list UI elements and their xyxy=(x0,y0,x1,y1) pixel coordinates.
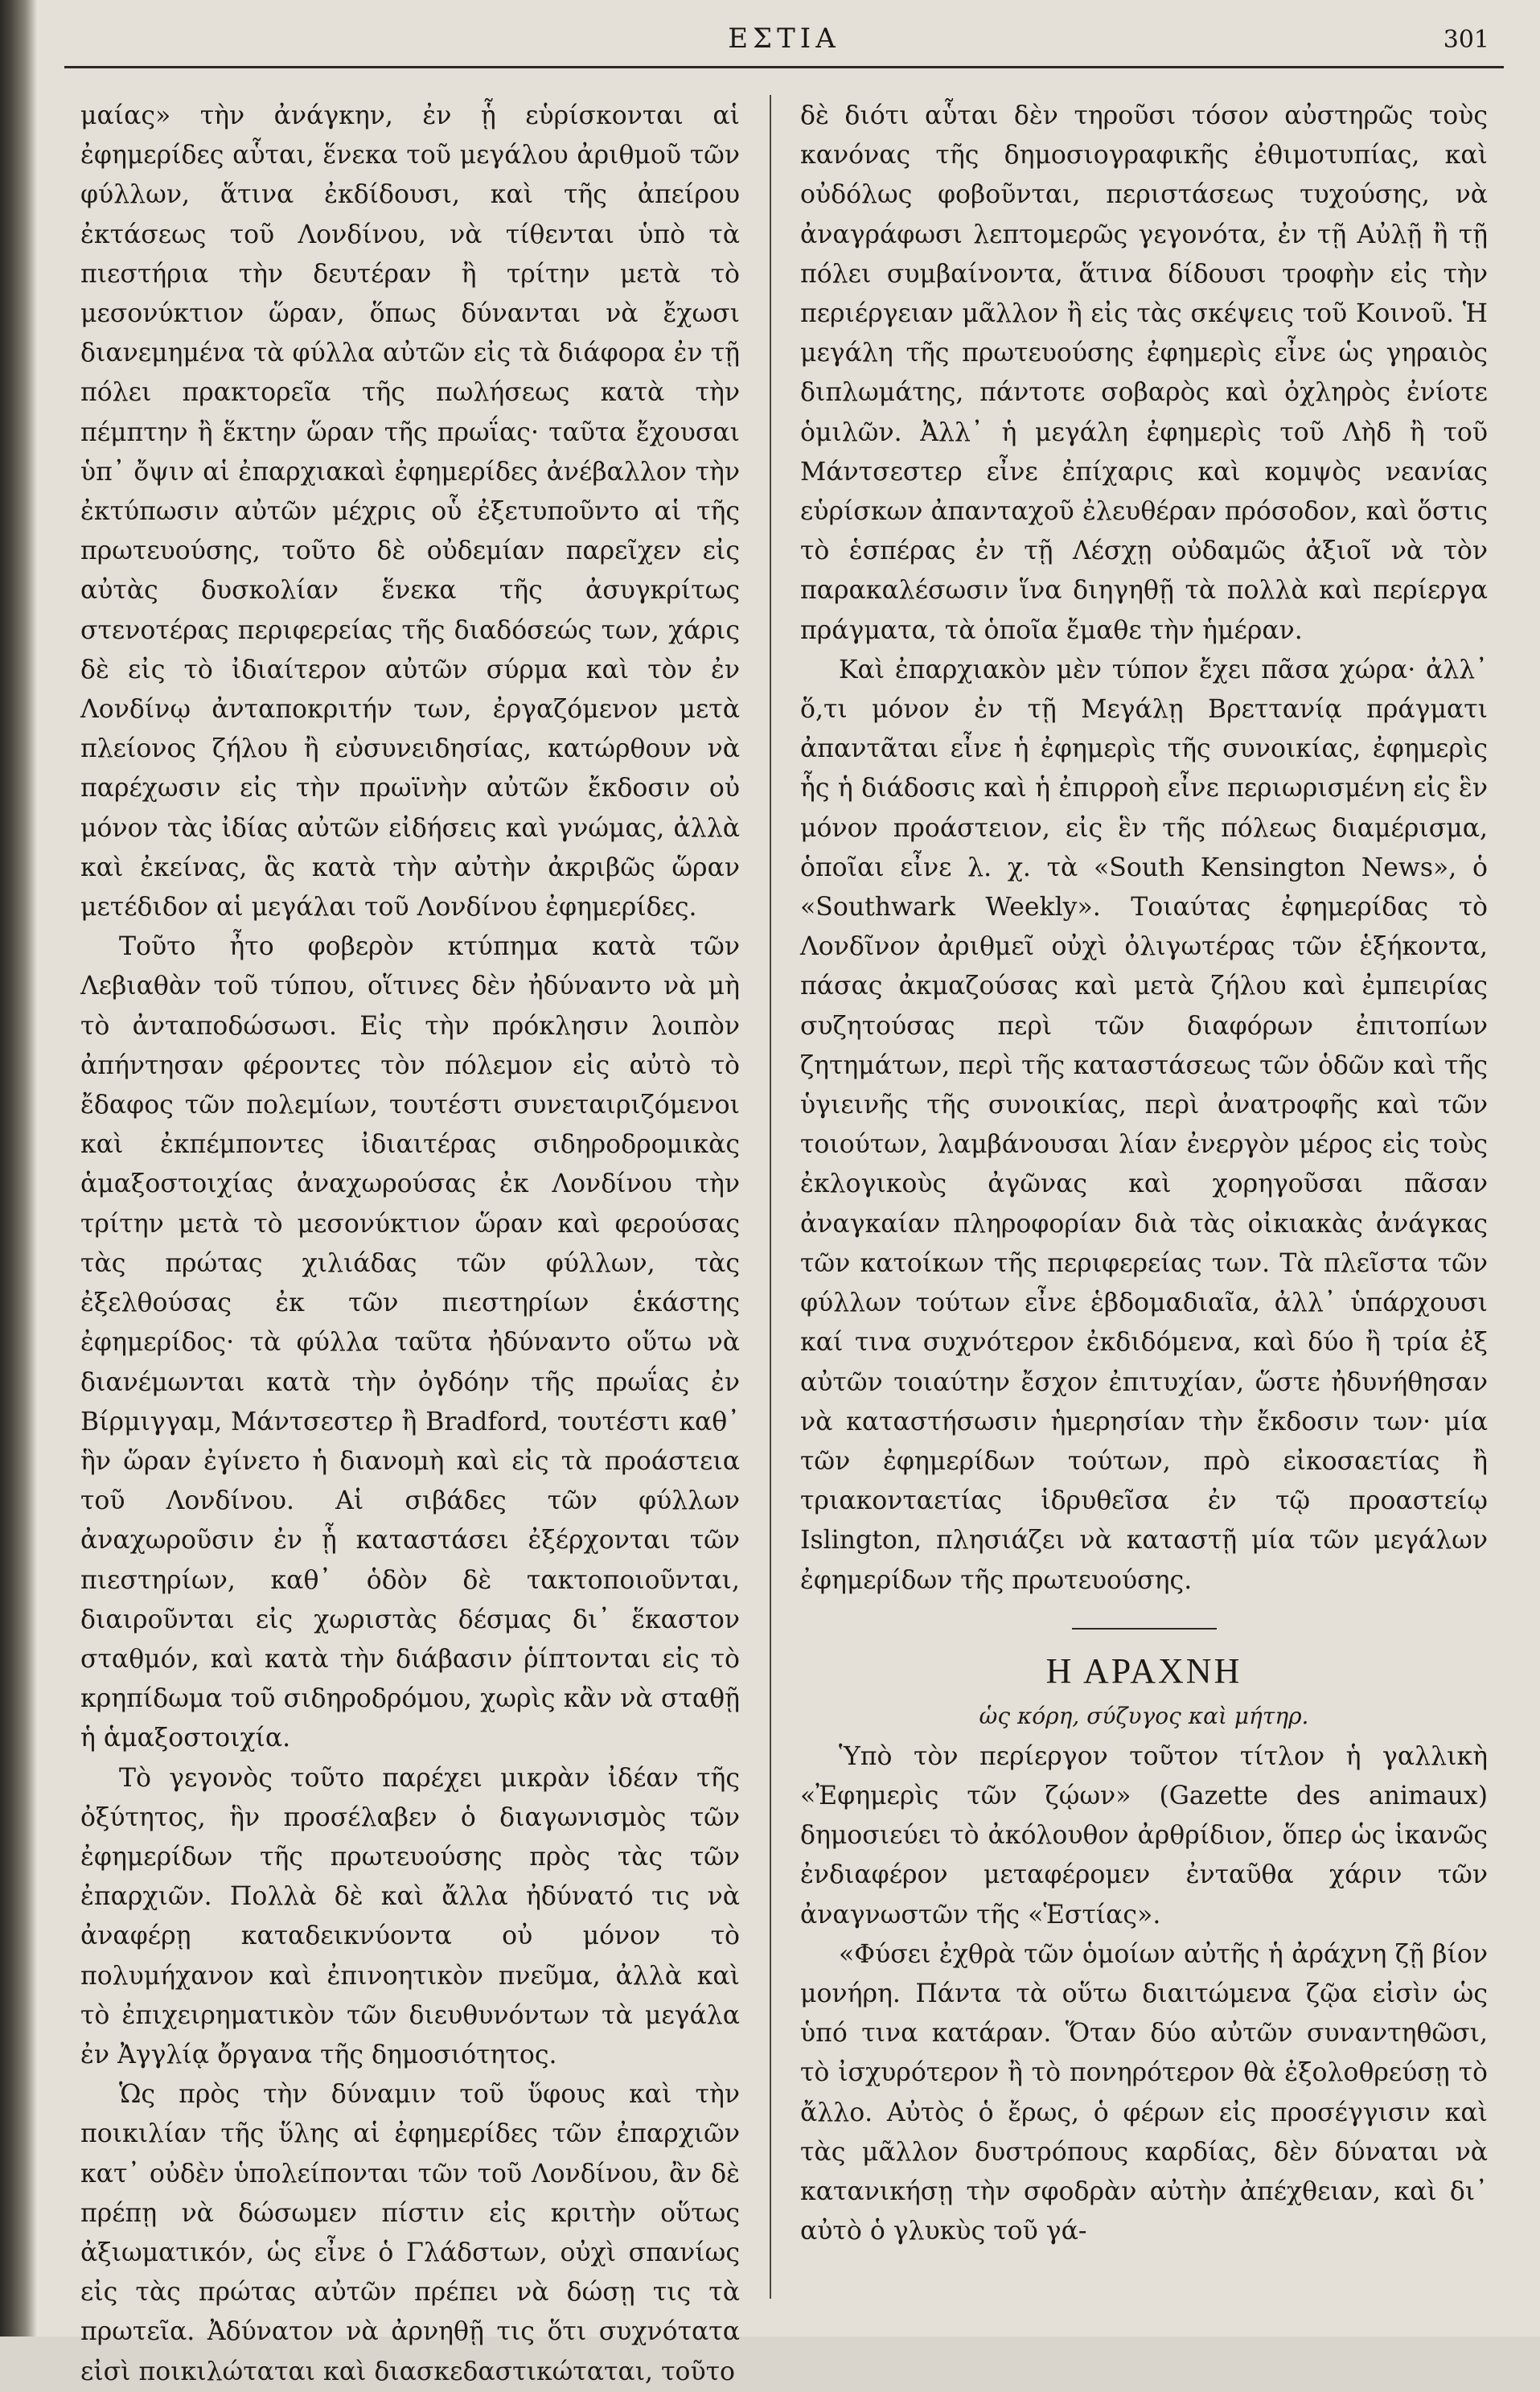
right-column xyxy=(800,97,1488,2251)
header-rule xyxy=(64,66,1504,68)
paragraph: Καὶ ἐπαρχιακὸν μὲν τύπον ἔχει πᾶσα χώρα· ἀλλ᾽ ὅ,τι μόνον ἐν τῇ Μεγάλῃ Βρεττανίᾳ πράγματι ἀπαντᾶται εἶνε ἡ ἐφημερὶς τῆς συνοικίας, ἐφημερὶς ἧς ἡ διάδοσις καὶ ἡ ἐπιρροὴ εἶνε περιωρισμένη εἰς ἓν μόνον προάστειον, εἰς ἓν τῆς πόλεως διαμέρισμα, ὁποῖαι εἶνε λ. χ. τὰ «South Kensington News», ὁ «Southwark Weekly». Τοιαύτας ἐφημερίδας τὸ Λονδῖνον ἀριθμεῖ οὐχὶ ὀλιγωτέρας τῶν ἑξήκοντα, πάσας ἀκμαζούσας καὶ μετὰ ζήλου καὶ ἐμπειρίας συζητούσας περὶ τῶν διαφόρων ἐπιτοπίων ζητημάτων, περὶ τῆς καταστάσεως τῶν ὁδῶν καὶ τῆς ὑγιεινῆς τῆς συνοικίας, περὶ ἀνατροφῆς καὶ τῶν τοιούτων, λαμβάνουσαι λίαν ἐνεργὸν μέρος εἰς τοὺς ἐκλογικοὺς ἀγῶνας καὶ χορηγοῦσαι πᾶσαν ἀναγκαίαν πληροφορίαν διὰ τὰς οἰκιακὰς ἀνάγκας τῶν κατοίκων τῆς περιφερείας των. Τὰ πλεῖστα τῶν φύλλων τούτων εἶνε ἑβδομαδιαῖα, ἀλλ᾽ ὑπάρχουσι καί τινα συχνότερον ἐκδιδόμενα, καὶ δύο ἢ τρία ἐξ αὐτῶν τοιαύτην ἔσχον ἐπιτυχίαν, ὥστε ἠδυνήθησαν νὰ καταστήσωσιν ἡμερησίαν τὴν ἔκδοσιν των· μία τῶν ἐφημερίδων τούτων, πρὸ εἰκοσαετίας ἢ τριακονταετίας ἱδρυθεῖσα ἐν τῷ προαστείῳ Islington, πλησιάζει νὰ καταστῇ μία τῶν μεγάλων ἐφημερίδων τῆς πρωτευούσης. xyxy=(800,655,1488,1595)
page-header xyxy=(64,23,1504,71)
section-divider xyxy=(1072,1628,1217,1630)
page-number: 301 xyxy=(1443,26,1489,54)
article-title: Η ΑΡΑΧΝΗ xyxy=(1045,1650,1242,1691)
paragraph: «Φύσει ἐχθρὰ τῶν ὁμοίων αὐτῆς ἡ ἀράχνη ζῇ βίον μονήρη. Πάντα τὰ οὕτω διαιτώμενα ζῷα εἰσὶν ὡς ὑπό τινα κατάραν. Ὅταν δύο αὐτῶν συναντηθῶσι, τὸ ἰσχυρότερον ἢ τὸ πονηρότερον θὰ ἐξολοθρεύσῃ τὸ ἄλλο. Αὐτὸς ὁ ἔρως, ὁ φέρων εἰς προσέγγισιν καὶ τὰς μᾶλλον δυστρόπους καρδίας, δὲν δύναται νὰ κατανικήσῃ τὴν σφοδρὰν αὐτὴν ἀπέχθειαν, καὶ δι᾽ αὐτὸ ὁ γλυκὺς τοῦ γά- xyxy=(800,1939,1488,2246)
paragraph: Τὸ γεγονὸς τοῦτο παρέχει μικρὰν ἰδέαν τῆς ὀξύτητος, ἣν προσέλαβεν ὁ διαγωνισμὸς τῶν ἐφημερίδων τῆς πρωτευούσης πρὸς τὰς τῶν ἐπαρχιῶν. Πολλὰ δὲ καὶ ἄλλα ἠδύνατό τις νὰ ἀναφέρῃ καταδεικνύοντα οὐ μόνον τὸ πολυμήχανον καὶ ἐπινοητικὸν πνεῦμα, ἀλλὰ καὶ τὸ ἐπιχειρηματικὸν τῶν διευθυνόντων τὰ μεγάλα ἐν Ἀγγλίᾳ ὄργανα τῆς δημοσιότητος. xyxy=(80,1763,740,2069)
paragraph: Τοῦτο ἦτο φοβερὸν κτύπημα κατὰ τῶν Λεβιαθὰν τοῦ τύπου, οἵτινες δὲν ἠδύναντο νὰ μὴ τὸ ἀνταποδώσωσι. Εἰς τὴν πρόκλησιν λοιπὸν ἀπήντησαν φέροντες τὸν πόλεμον εἰς αὐτὸ τὸ ἔδαφος τῶν πολεμίων, τουτέστι συνεταιριζόμενοι καὶ ἐκπέμποντες ἰδιαιτέρας σιδηροδρομικὰς ἁμαξοστοιχίας ἀναχωρούσας ἐκ Λονδίνου τὴν τρίτην μετὰ τὸ μεσονύκτιον ὥραν καὶ φερούσας τὰς πρώτας χιλιάδας τῶν φύλλων, τὰς ἐξελθούσας ἐκ τῶν πιεστηρίων ἑκάστης ἐφημερίδος· τὰ φύλλα ταῦτα ἠδύναντο οὕτω νὰ διανέμωνται κατὰ τὴν ὀγδόην τῆς πρωΐας ἐν Βίρμιγγαμ, Μάντσεστερ ἢ Bradford, τουτέστι καθ᾽ ἣν ὥραν ἐγίνετο ἡ διανομὴ καὶ εἰς τὰ προάστεια τοῦ Λονδίνου. Αἱ σιβάδες τῶν φύλλων ἀναχωροῦσιν ἐν ᾗ καταστάσει ἐξέρχονται τῶν πιεστηρίων, καθ᾽ ὁδὸν δὲ τακτοποιοῦνται, διαιροῦνται εἰς χωριστὰς δέσμας δι᾽ ἕκαστον σταθμόν, καὶ κατὰ τὴν διάβασιν ῥίπτονται εἰς τὸ κρηπίδωμα τοῦ σιδηροδρόμου, χωρὶς κἂν νὰ σταθῇ ἡ ἁμαξοστοιχία. xyxy=(80,932,740,1753)
paragraph: μαίας» τὴν ἀνάγκην, ἐν ᾗ εὑρίσκονται αἱ ἐφημερίδες αὗται, ἕνεκα τοῦ μεγάλου ἀριθμοῦ τῶν φύλλων, ἅτινα ἐκδίδουσι, καὶ τῆς ἀπείρου ἐκτάσεως τοῦ Λονδίνου, νὰ τίθενται ὑπὸ τὰ πιεστήρια τὴν δευτέραν ἢ τρίτην μετὰ τὸ μεσονύκτιον ὥραν, ὅπως δύνανται νὰ ἔχωσι διανεμημένα τὰ φύλλα αὐτῶν εἰς τὰ διάφορα ἐν τῇ πόλει πρακτορεῖα τῆς πωλήσεως κατὰ τὴν πέμπτην ἢ ἕκτην ὥραν τῆς πρωΐας· ταῦτα ἔχουσαι ὑπ᾽ ὄψιν αἱ ἐπαρχιακαὶ ἐφημερίδες ἀνέβαλλον τὴν ἐκτύπωσιν αὐτῶν μέχρις οὗ ἐξετυποῦντο αἱ τῆς πρωτευούσης, τοῦτο δὲ οὐδεμίαν παρεῖχεν εἰς αὐτὰς δυσκολίαν ἕνεκα τῆς ἀσυγκρίτως στενοτέρας περιφερείας τῆς διαδόσεώς των, χάρις δὲ εἰς τὸ ἰδιαίτερον αὐτῶν σύρμα καὶ τὸν ἐν Λονδίνῳ ἀνταποκριτήν των, ἐργαζόμενον μετὰ πλείονος ζήλου ἢ εὐσυνειδησίας, κατώρθουν νὰ παρέχωσιν εἰς τὴν πρωϊνὴν αὐτῶν ἔκδοσιν οὐ μόνον τὰς ἰδίας αὐτῶν εἰδήσεις καὶ γνώμας, ἀλλὰ καὶ ἐκείνας, ἃς κατὰ τὴν αὐτὴν ἀκριβῶς ὥραν μετέδιδον αἱ μεγάλαι τοῦ Λονδίνου ἐφημερίδες. xyxy=(80,101,740,923)
binding-shadow xyxy=(0,0,37,2337)
paragraph: Ὡς πρὸς τὴν δύναμιν τοῦ ὕφους καὶ τὴν ποικιλίαν τῆς ὕλης αἱ ἐφημερίδες τῶν ἐπαρχιῶν κατ᾽ οὐδὲν ὑπολείπονται τῶν τοῦ Λονδίνου, ἂν δὲ πρέπῃ νὰ δώσωμεν πίστιν εἰς κριτὴν οὕτως ἀξιωματικόν, ὡς εἶνε ὁ Γλάδστων, οὐχὶ σπανίως εἰς τὰς πρώτας αὐτῶν πρέπει νὰ δώσῃ τις τὰ πρωτεῖα. Ἀδύνατον νὰ ἀρνηθῇ τις ὅτι συχνότατα εἰσὶ ποικιλώταται καὶ διασκεδαστικώταται, τοῦτο xyxy=(80,2080,740,2386)
running-title: ΕΣΤΙΑ xyxy=(728,23,840,55)
left-column xyxy=(80,97,740,2392)
paragraph: Ὑπὸ τὸν περίεργον τοῦτον τίτλον ἡ γαλλικὴ «Ἐφημερὶς τῶν ζῴων» (Gazette des animaux) δημοσιεύει τὸ ἀκόλουθον ἀρθρίδιον, ὅπερ ὡς ἱκανῶς ἐνδιαφέρον μεταφέρομεν ἐνταῦθα χάριν τῶν ἀναγνωστῶν τῆς «Ἑστίας». xyxy=(800,1741,1488,1930)
paragraph: δὲ διότι αὗται δὲν τηροῦσι τόσον αὐστηρῶς τοὺς κανόνας τῆς δημοσιογραφικῆς ἐθιμοτυπίας, καὶ οὐδόλως φοβοῦνται, περιστάσεως τυχούσης, νὰ ἀναγράφωσι λεπτομερῶς γεγονότα, ἐν τῇ Αὐλῇ ἢ τῇ πόλει συμβαίνοντα, ἅτινα δίδουσι τροφὴν εἰς τὴν περιέργειαν μᾶλλον ἢ εἰς τὰς σκέψεις τοῦ Κοινοῦ. Ἡ μεγάλη τῆς πρωτευούσης ἐφημερὶς εἶνε ὡς γηραιὸς διπλωμάτης, πάντοτε σοβαρὸς καὶ ὀχληρὸς ἐνίοτε ὁμιλῶν. Ἀλλ᾽ ἡ μεγάλη ἐφημερὶς τοῦ Λὴδ ἢ τοῦ Μάντσεστερ εἶνε ἐπίχαρις καὶ κομψὸς νεανίας εὑρίσκων ἀπανταχοῦ ἐλευθέραν πρόσοδον, καὶ ὅστις τὸ ἑσπέρας ἐν τῇ Λέσχῃ οὐδαμῶς ἀξιοῖ νὰ τὸν παρακαλέσωσιν ἵνα διηγηθῇ τὰ πολλὰ καὶ περίεργα πράγματα, τὰ ὁποῖα ἔμαθε τὴν ἡμέραν. xyxy=(800,101,1488,645)
column-divider xyxy=(770,95,771,2299)
article-subtitle: ὡς κόρη, σύζυγος καὶ μήτηρ. xyxy=(979,1702,1309,1729)
